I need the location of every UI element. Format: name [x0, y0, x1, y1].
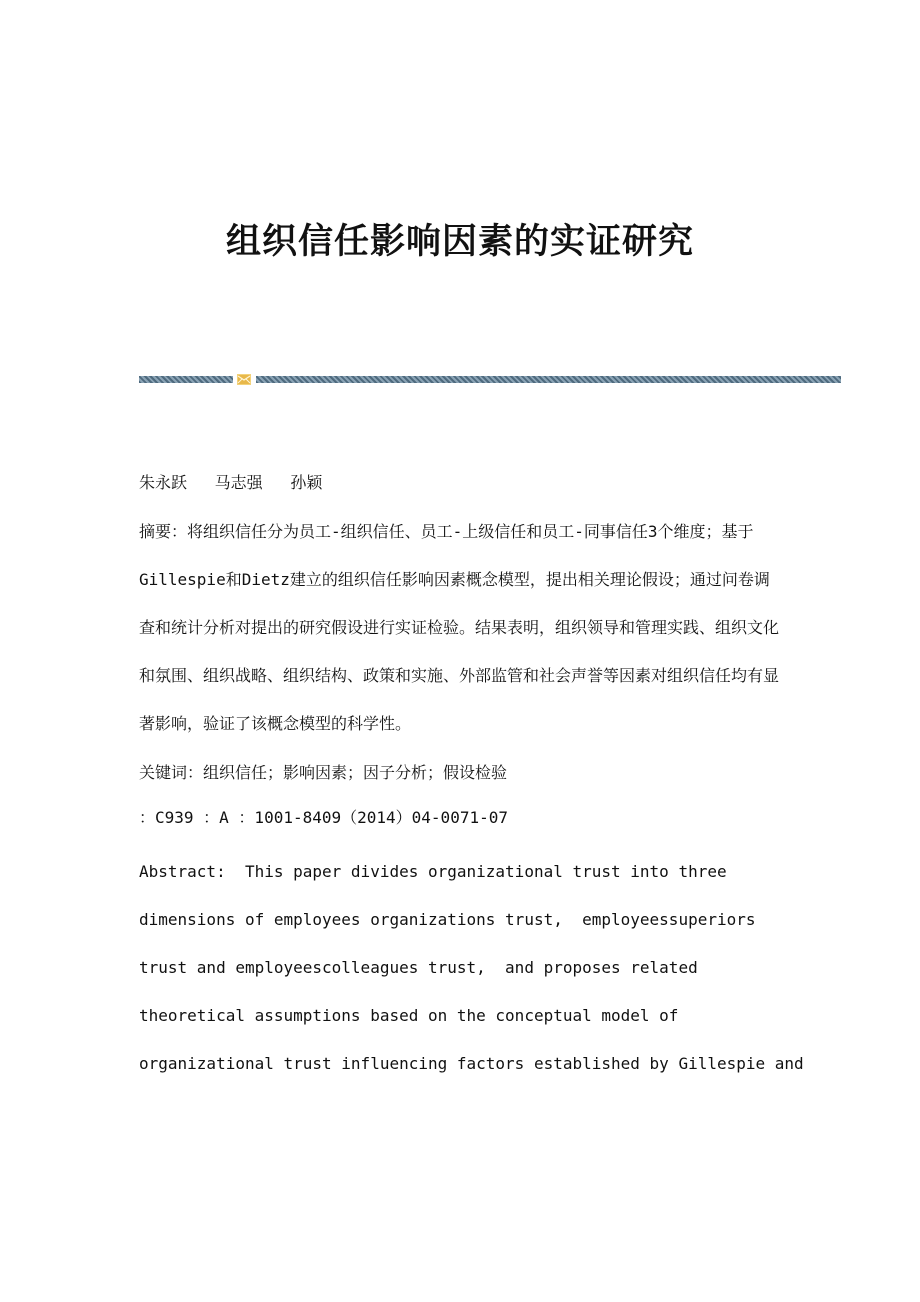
author-name: 朱永跃	[139, 473, 188, 492]
author-name: 马志强	[214, 473, 263, 492]
author-name: 孙颖	[290, 473, 323, 492]
divider-ornament-icon	[237, 374, 251, 385]
abstract-chinese: 摘要：将组织信任分为员工-组织信任、员工-上级信任和员工-同事信任3个维度；基于Gillespie和Dietz建立的组织信任影响因素概念模型，提出相关理论假设；通过问卷调查和统计分析对提出的研究假设进行实证检验。结果表明，组织领导和管理实践、组织文化和氛围、组织战略、组织结构、政策和实施、外部监管和社会声誉等因素对组织信任均有显著影响，验证了该概念模型的科学性。	[139, 522, 780, 733]
divider-bar-right	[256, 376, 841, 383]
keywords: 关键词：组织信任；影响因素；因子分析；假设检验	[139, 763, 508, 782]
author-list	[139, 470, 784, 496]
abstract-english	[139, 848, 804, 1088]
abstract-english-line: organizational trust influencing factors established by Gillespie and	[139, 1054, 804, 1073]
paper-body	[139, 470, 804, 1088]
abstract-english-line: trust and employeescolleagues trust, and proposes related	[139, 958, 698, 977]
abstract-english-line: theoretical assumptions based on the conceptual model of	[139, 1006, 679, 1025]
title-divider	[139, 374, 841, 384]
abstract-english-line: Abstract: This paper divides organizational trust into three	[139, 862, 727, 881]
abstract-english-line: dimensions of employees organizations trust, employeessuperiors	[139, 910, 756, 929]
divider-bar-left	[139, 376, 233, 383]
paper-title: 组织信任影响因素的实证研究	[225, 221, 694, 262]
classification-codes: ：C939 ：A ：1001-8409（2014）04-0071-07	[139, 808, 508, 827]
